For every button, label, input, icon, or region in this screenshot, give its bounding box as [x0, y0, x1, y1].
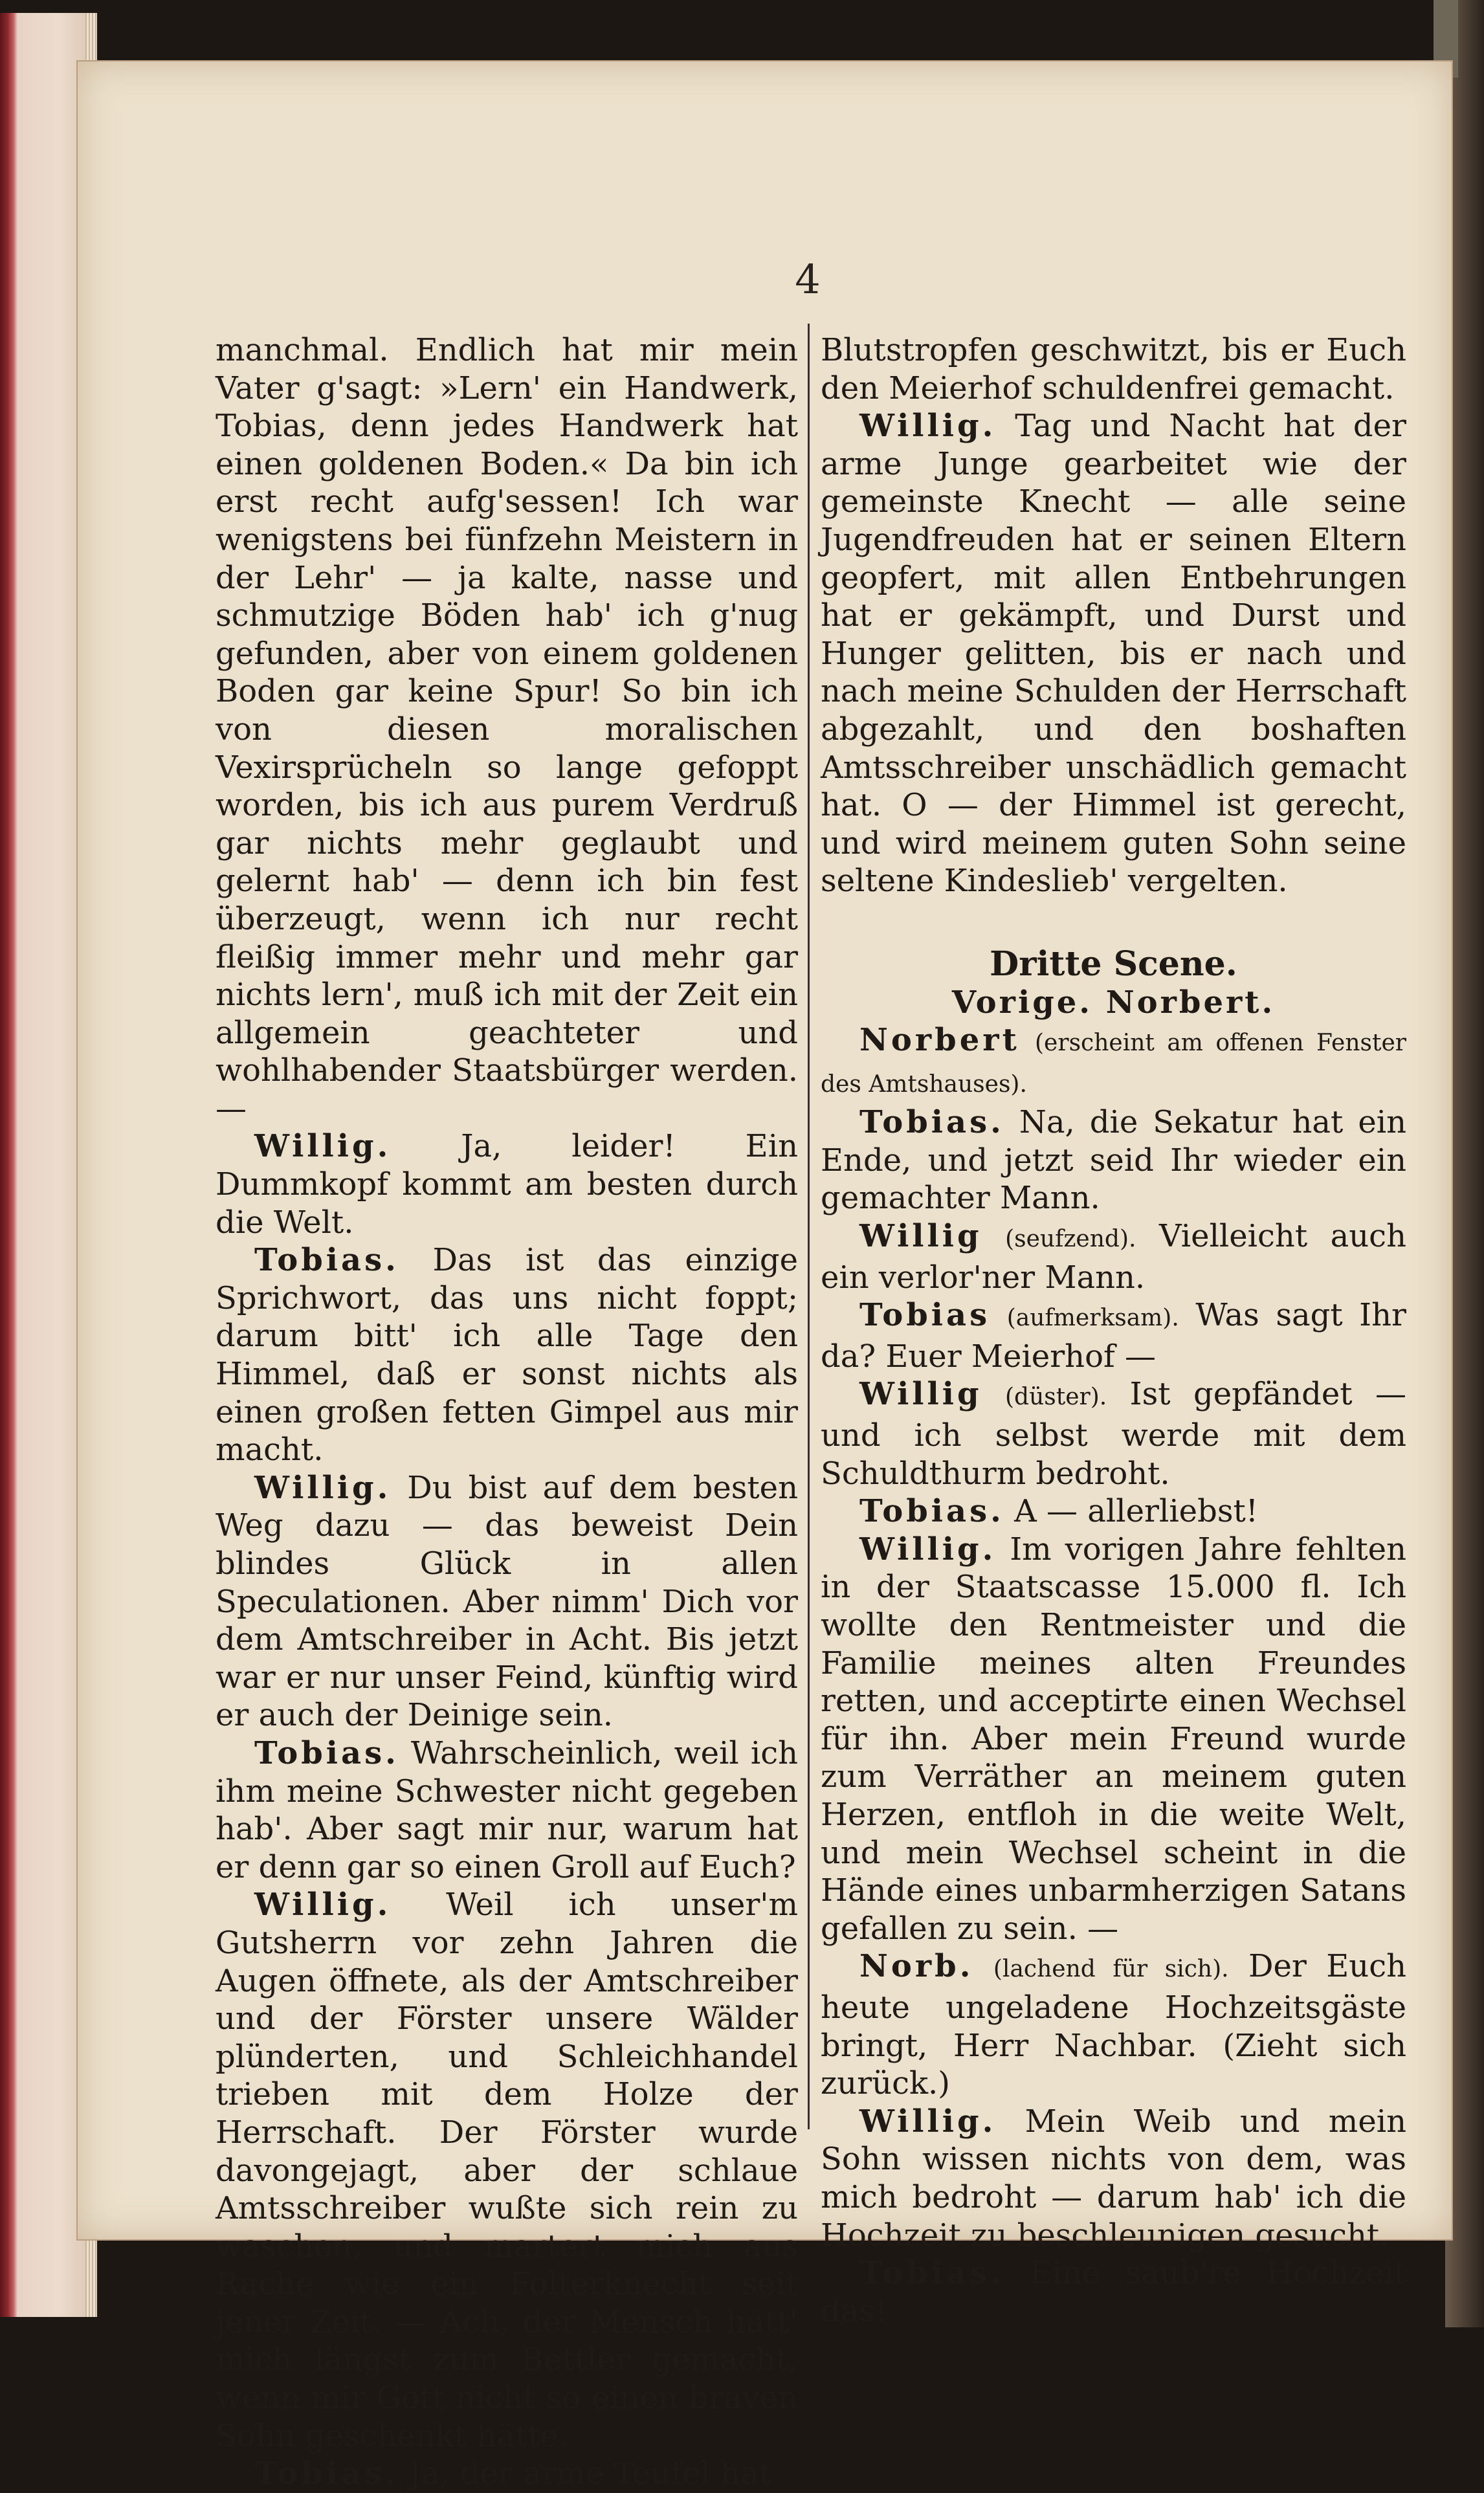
stage-direction: (seufzend). [1005, 1226, 1136, 1253]
dialogue-text: Was sagt Ihr da? Euer Meierhof — [821, 1297, 1406, 1375]
speaker-name: Willig. [859, 2103, 997, 2140]
paragraph [821, 1217, 1406, 1296]
dialogue-text: Wahrscheinlich, weil ich ihm meine Schwester nicht gegeben hab'. Aber sagt mir nur, warum hat er denn gar so einen Groll auf Euch? [216, 1734, 799, 1885]
dialogue-text: Im vorigen Jahre fehlten in der Staatscasse 15.000 fl. Ich wollte den Rentmeister und die Familie meines alten Freundes retten, und acceptirte einen Wechsel für ihn. Aber mein Freund wurde zum Verräther an meinem guten Herzen, entfloh in die weite Welt, und mein Wechsel scheint in die Hände eines unbarmherzigen Satans gefallen zu sein. — [821, 1531, 1407, 1947]
left-column [216, 331, 798, 2493]
speaker-name: Tobias. [254, 1734, 399, 1771]
paragraph [821, 331, 1406, 407]
right-column [821, 331, 1406, 2330]
speaker-name: Willig. [254, 1887, 392, 1923]
dialogue-text: Weil ich unser'm Gutsherrn vor zehn Jahren die Augen öffnete, als der Amtschreiber und der Förster unsere Wälder plünderten, und Schleichhandel trieben mit dem Holze der Herrschaft. Der Förster wurde davongejagt, aber der schlaue Amtsschreiber wußte sich rein zu waschen, und martert mich aus Rache wie ein Folterknecht seit jener Zeit. — Ach, der Mensch hätt' mich längst zum Bettler gemacht, wenn mir Gott nicht so einen braven Sohn geschenkt hätte. [216, 1887, 798, 2454]
paragraph [216, 1241, 798, 1469]
speaker-name: Willig. [254, 1469, 392, 1506]
dialogue-text: Tag und Nacht hat der arme Junge gearbeitet wie der gemeinste Knecht — alle seine Jugendfreuden hat er seinen Eltern geopfert, mit allen Entbehrungen hat er gekämpft, und Durst und Hunger gelitten, bis er nach und nach meine Schulden der Herrschaft abgezahlt, und den boshaften Amtsschreiber unschädlich gemacht hat. O — der Himmel ist gerecht, und wird meinem guten Sohn seine seltene Kindeslieb' vergelten. [821, 408, 1406, 900]
paragraph [821, 1531, 1406, 1948]
paragraph [216, 2455, 798, 2493]
speaker-name: Norbert [859, 1022, 1020, 1059]
dialogue-text: Der Euch heute ungeladene Hochzeitsgäste bringt, Herr Nachbar. (Zieht sich zurück.) [821, 1948, 1407, 2102]
scene-heading: Dritte Scene. [990, 944, 1237, 984]
dialogue-text: A — allerliebst! [1014, 1493, 1259, 1530]
stage-direction: (erscheint am offenen Fenster des Amtshauses). [821, 1030, 1406, 1098]
dialogue-text: Blutstropfen geschwitzt, bis er Euch den Meierhof schuldenfrei gemacht. [821, 332, 1406, 406]
speaker-name: Tobias. [254, 1242, 399, 1279]
speaker-name: Tobias. [859, 2255, 1004, 2292]
paragraph [216, 331, 798, 1127]
paragraph [821, 1296, 1406, 1375]
speaker-name: Willig [859, 1376, 982, 1413]
page-number: 4 [795, 256, 821, 303]
dialogue-text: Na, die Sekatur hat ein Ende, und jetzt seid Ihr wieder ein gemachter Mann. [821, 1104, 1406, 1217]
dialogue-text: Eine saub're Hochzeit das! [821, 2255, 1406, 2329]
dialogue-text: Das ist das einzige Sprichwort, das uns nicht foppt; darum bitt' ich alle Tage den Himmel, daß er sonst nichts als einen großen fetten Gimpel aus mir macht. [216, 1242, 799, 1468]
paragraph [821, 1947, 1406, 2102]
paragraph [821, 2254, 1406, 2330]
speaker-name: Norb. [859, 1948, 974, 1985]
paragraph [821, 1492, 1406, 1531]
speaker-name: Tobias. [859, 1493, 1004, 1530]
dialogue-text: Ja, der arme Teufel hat [409, 2455, 771, 2492]
dialogue-text: Ja, leider! Ein Dummkopf kommt am besten durch die Welt. [216, 1128, 798, 1241]
speaker-name: Tobias. [859, 1104, 1004, 1141]
stage-direction: (aufmerksam). [1006, 1305, 1179, 1332]
speaker-name: Willig. [859, 1531, 997, 1568]
stage-direction: (lachend für sich). [993, 1956, 1229, 1983]
paragraph [216, 1469, 798, 1734]
dialogue-text: manchmal. Endlich hat mir mein Vater g'sagt: »Lern' ein Handwerk, Tobias, denn jedes Handwerk hat einen goldenen Boden.« Da bin ich erst recht aufg'sessen! Ich war wenigstens bei fünfzehn Meistern in der Lehr' — ja kalte, nasse und schmutzige Böden hab' ich g'nug gefunden, aber von einem goldenen Boden gar keine Spur! So bin ich von diesen moralischen Vexirsprücheln so lange gefoppt worden, bis ich aus purem Verdruß gar nichts mehr geglaubt und gelernt hab' — denn ich bin fest überzeugt, wenn ich nur recht fleißig immer mehr und mehr gar nichts lern', muß ich mit der Zeit ein allgemein geachteter und wohlhabender Staatsbürger werden. — [216, 332, 798, 1127]
paragraph [821, 407, 1406, 900]
paragraph [821, 1375, 1406, 1492]
paragraph [216, 1886, 798, 2455]
scene-cast: Vorige. Norbert. [951, 984, 1276, 1021]
dialogue-text: Ist gepfändet — und ich selbst werde mit dem Schuldthurm bedroht. [821, 1376, 1406, 1492]
dialogue-text: Du bist auf dem besten Weg dazu — das beweist Dein blindes Glück in allen Speculationen. Aber nimm' Dich vor dem Amtschreiber in Acht. Bis jetzt war er nur unser Feind, künftig wird er auch der Deinige sein. [216, 1469, 798, 1734]
speaker-name: Willig [859, 1218, 982, 1255]
stage-direction: (düster). [1005, 1384, 1107, 1411]
dialogue-text: Mein Weib und mein Sohn wissen nichts von dem, was mich bedroht — darum hab' ich die Hochzeit zu beschleunigen gesucht. [821, 2103, 1406, 2254]
paragraph [216, 1127, 798, 1241]
speaker-name: Willig. [859, 408, 997, 445]
speaker-name: Tobias [859, 1297, 991, 1334]
speaker-name: Willig. [254, 1128, 392, 1165]
column-divider [808, 324, 810, 2129]
paragraph [216, 1734, 798, 1886]
speaker-name: Tobias. [254, 2455, 399, 2492]
paragraph [821, 1021, 1406, 1103]
dialogue-text: Vielleicht auch ein verlor'ner Mann. [821, 1218, 1406, 1296]
paragraph [821, 2103, 1406, 2254]
paragraph [821, 1103, 1406, 1217]
